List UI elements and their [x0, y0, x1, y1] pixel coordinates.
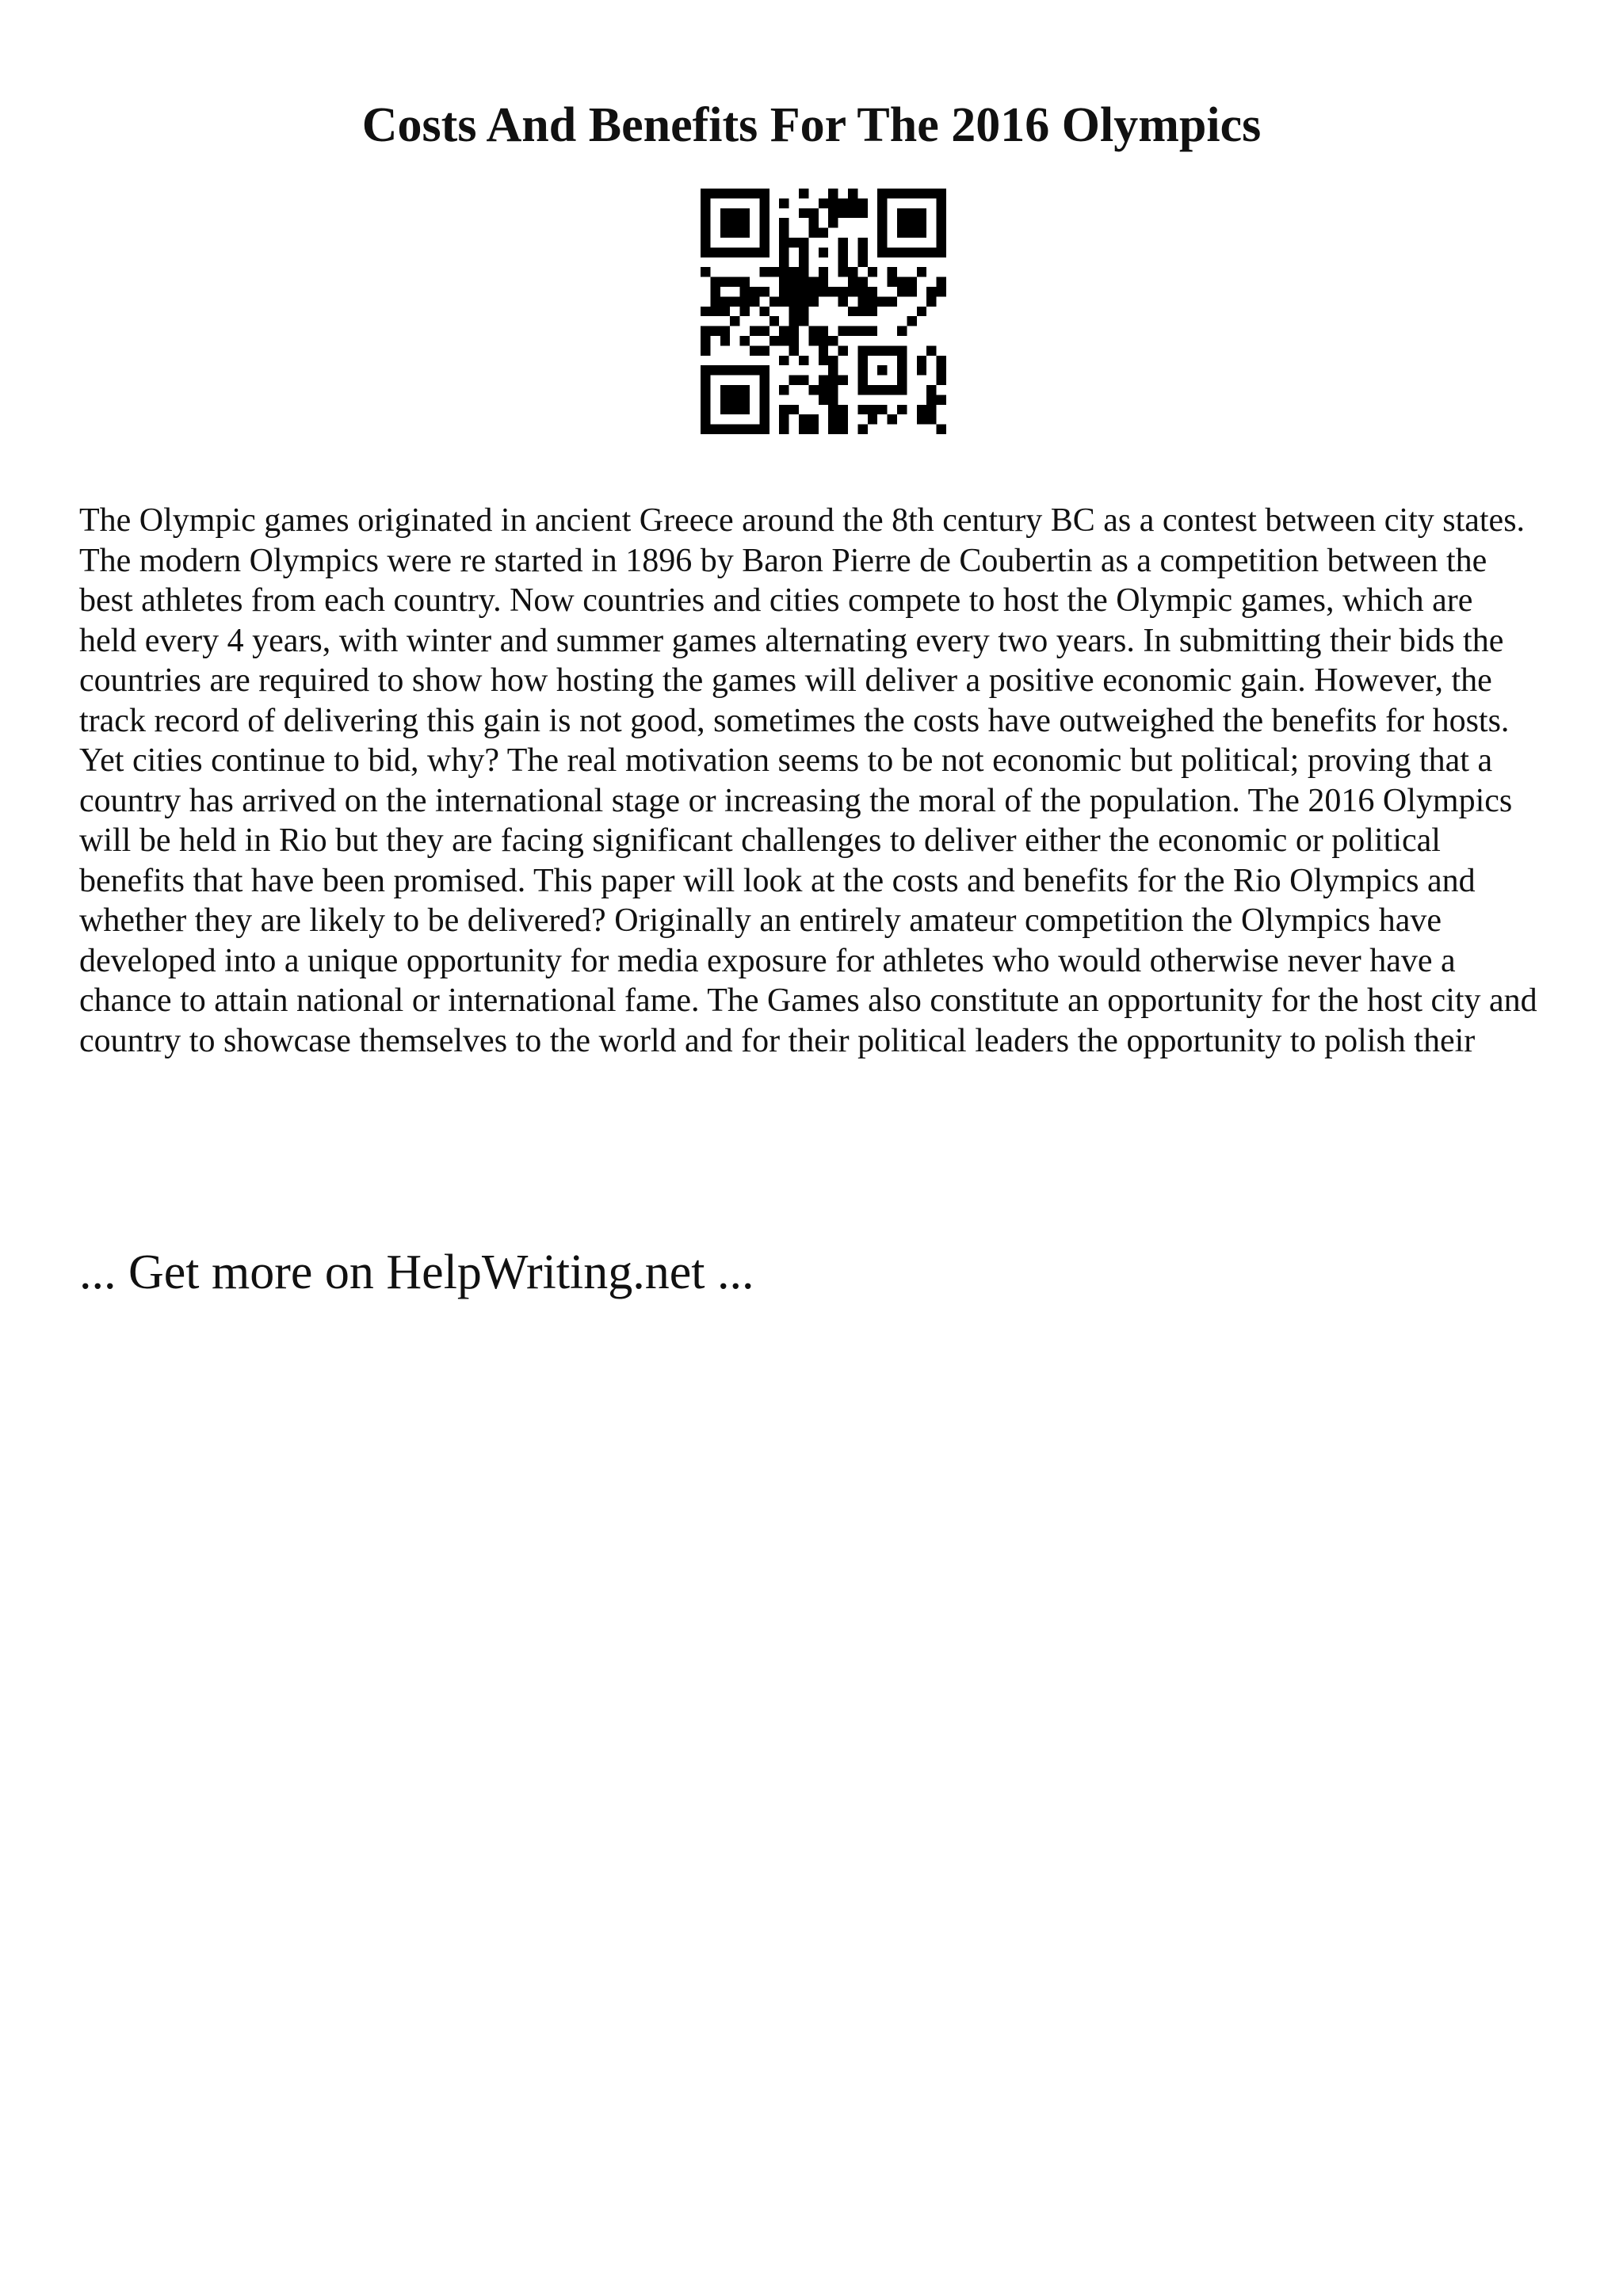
- get-more-link[interactable]: ... Get more on HelpWriting.net ...: [79, 1245, 754, 1299]
- document-title: Costs And Benefits For The 2016 Olympics: [361, 98, 1262, 152]
- qr-code-icon[interactable]: [701, 189, 946, 434]
- document-body-text: The Olympic games originated in ancient Greece around the 8th century BC as a contest between city states. The modern Olympics were re started in 1896 by Baron Pierre de Coubertin as a competition between the best athletes from each country. Now countries and cities compete to host the Olympic games, which are held every 4 years, with winter and summer games alternating every two years. In submitting their bids the countries are required to show how hosting the games will deliver a positive economic gain. However, the track record of delivering this gain is not good, sometimes the costs have outweighed the benefits for hosts. Yet cities continue to bid, why? The real motivation seems to be not economic but political; proving that a country has arrived on the international stage or increasing the moral of the population. The 2016 Olympics will be held in Rio but they are facing significant challenges to deliver either the economic or political benefits that have been promised. This paper will look at the costs and benefits for the Rio Olympics and whether they are likely to be delivered? Originally an entirely amateur competition the Olympics have developed into a unique opportunity for media exposure for athletes who would otherwise never have a chance to attain national or international fame. The Games also constitute an opportunity for the host city and country to showcase themselves to the world and for their political leaders the opportunity to polish their: [79, 502, 1537, 1059]
